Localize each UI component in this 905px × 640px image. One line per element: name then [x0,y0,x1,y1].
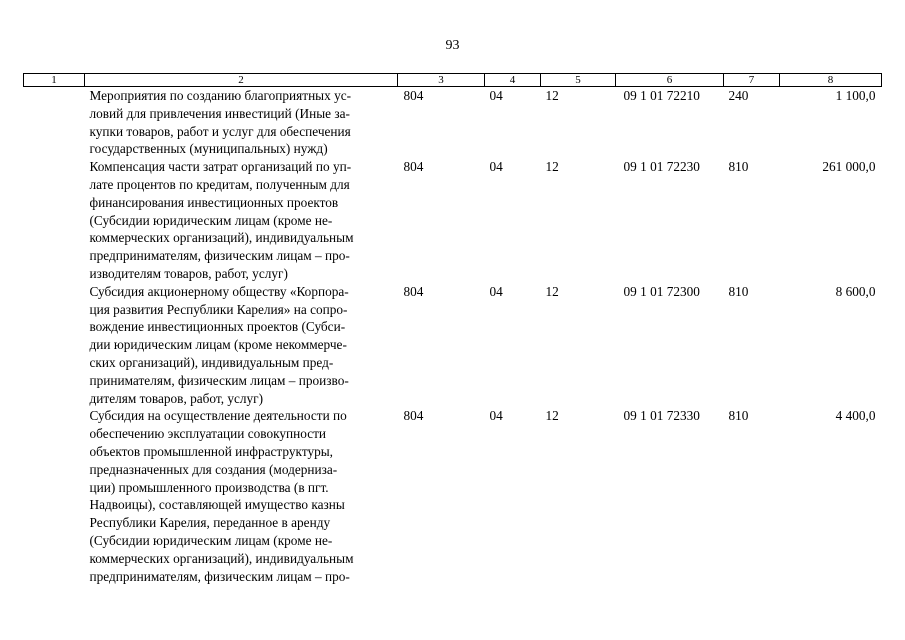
page-number: 93 [445,38,460,53]
description-line: предназначенных для создания (модерниза- [89,461,338,477]
description-line: принимателям, физическим лицам – произво- [89,372,349,388]
cell-target-article: 09 1 01 72330 [623,408,700,424]
column-header-8: 8 [780,74,882,87]
cell-subsection: 12 [545,159,559,175]
cell-subsection: 12 [545,408,559,424]
description-line: коммерческих организаций), индивидуальным [89,230,354,246]
cell-target-article: 09 1 01 72300 [623,283,700,299]
description-line: лате процентов по кредитам, полученным для [89,176,350,192]
cell-subsection: 12 [545,88,559,103]
cell-target-article: 09 1 01 72230 [623,159,700,175]
cell-section: 04 [489,88,503,103]
cell-amount: 1 100,0 [835,88,876,103]
header-row [24,74,882,87]
cell-target-article: 09 1 01 72210 [623,88,700,103]
cell-amount: 4 400,0 [835,408,876,424]
description-line: Надвоицы), составляющей имущество казны [89,497,345,513]
description-line: ция развития Республики Карелия» на сопро- [89,301,348,317]
description-line: коммерческих организаций), индивидуальным [89,550,354,566]
description-line: купки товаров, работ и услуг для обеспечения [89,123,351,139]
cell-description [85,158,398,283]
description-line: обеспечению эксплуатации совокупности [89,426,327,442]
column-header-1: 1 [24,74,85,87]
cell-description [85,407,398,585]
description-line: Мероприятия по созданию благоприятных ус- [89,88,352,103]
cell-number [24,283,85,408]
table-body [24,87,882,586]
cell-expense-type: 810 [728,283,749,299]
column-header-4: 4 [485,74,541,87]
description-line: государственных (муниципальных) нужд) [89,141,328,157]
cell-number [24,158,85,283]
cell-subsection: 12 [545,283,559,299]
description-line: предпринимателям, физическим лицам – про- [89,248,350,264]
table-row [24,407,882,585]
cell-description [85,283,398,408]
cell-number [24,407,85,585]
description-line: Республики Карелия, переданное в аренду [89,515,331,531]
description-line: предпринимателям, физическим лицам – про- [89,568,350,584]
cell-section: 04 [489,159,503,175]
budget-table [23,73,882,585]
description-line: объектов промышленной инфраструктуры, [89,443,334,459]
description-line: изводителям товаров, работ, услуг) [89,265,288,281]
description-line: Компенсация части затрат организаций по уп- [89,159,352,175]
column-header-2: 2 [85,74,398,87]
table-row [24,87,882,159]
cell-expense-type: 240 [728,88,749,103]
cell-section: 04 [489,283,503,299]
cell-description [85,87,398,159]
table-row [24,158,882,283]
cell-grbs: 804 [403,88,424,103]
cell-grbs: 804 [403,283,424,299]
column-header-5: 5 [541,74,616,87]
column-header-6: 6 [616,74,724,87]
cell-expense-type: 810 [728,159,749,175]
column-header-7: 7 [724,74,780,87]
description-line: (Субсидии юридическим лицам (кроме не- [89,532,333,548]
description-line: (Субсидии юридическим лицам (кроме не- [89,212,333,228]
description-line: ции) промышленного производства (в пгт. [89,479,329,495]
cell-expense-type: 810 [728,408,749,424]
table-header [24,74,882,87]
description-line: Субсидия акционерному обществу «Корпора- [89,283,349,299]
description-line: дии юридическим лицам (кроме некоммерче- [89,337,347,353]
column-header-3: 3 [398,74,485,87]
description-line: ских организаций), индивидуальным пред- [89,354,334,370]
description-line: финансирования инвестиционных проектов [89,194,339,210]
cell-grbs: 804 [403,408,424,424]
table-row [24,283,882,408]
cell-grbs: 804 [403,159,424,175]
description-line: дителям товаров, работ, услуг) [89,390,264,406]
description-line: вождение инвестиционных проектов (Субси- [89,319,346,335]
cell-amount: 261 000,0 [822,159,876,175]
description-line: ловий для привлечения инвестиций (Иные за- [89,105,350,121]
cell-section: 04 [489,408,503,424]
description-line: Субсидия на осуществление деятельности по [89,408,347,424]
cell-amount: 8 600,0 [835,283,876,299]
cell-number [24,87,85,159]
